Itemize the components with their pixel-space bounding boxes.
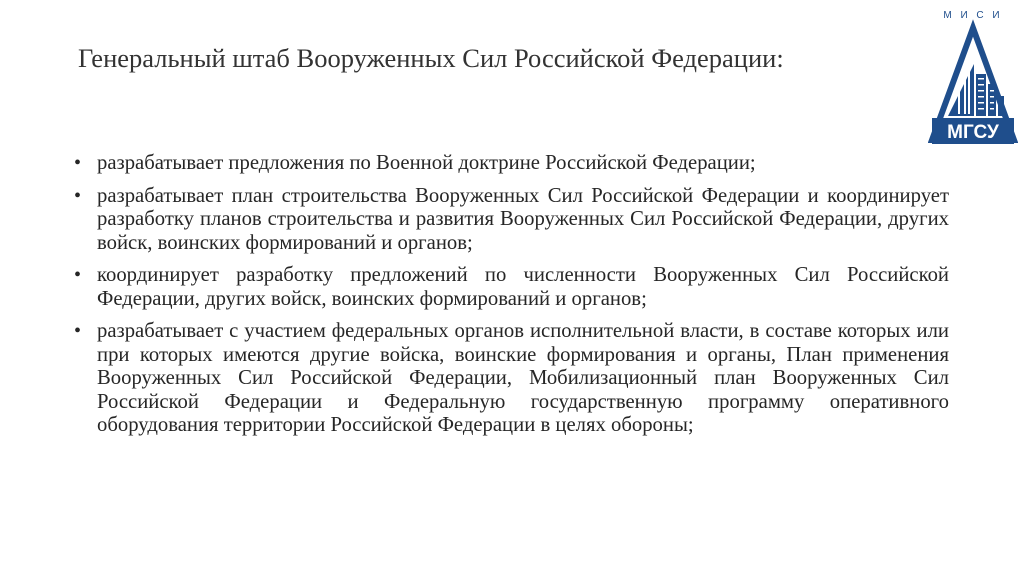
logo-bottom-text: МГСУ xyxy=(947,122,999,143)
bullet-item xyxy=(74,185,949,256)
bullet-text: разрабатывает с участием федеральных органов исполнительной власти, в составе которых или при которых имеются другие войска, воинские формирования и органы, План применения Вооруженных Сил Российской Федерации, Мобилизационный план Вооруженных Сил Российской Федерации и Федеральную государственную программу оперативного оборудования территории Российской Федерации в целях обороны; xyxy=(97,320,949,436)
bullet-text: разрабатывает план строительства Вооруженных Сил Российской Федерации и координирует разработку планов строительства и развития Вооруженных Сил Российской Федерации, других войск, воинских формирований и органов; xyxy=(97,184,949,254)
bullet-icon: • xyxy=(74,152,82,174)
slide-title: Генеральный штаб Вооруженных Сил Российской Федерации: xyxy=(78,43,784,73)
bullet-text: разрабатывает предложения по Военной доктрине Российской Федерации; xyxy=(97,152,756,174)
bullet-item xyxy=(74,264,949,311)
bullet-text: координирует разработку предложений по численности Вооруженных Сил Российской Федерации, других войск, воинских формирований и органов; xyxy=(97,264,949,310)
mgsu-logo xyxy=(928,4,1018,148)
bullet-item xyxy=(74,320,949,438)
bullet-icon: • xyxy=(74,184,82,207)
bullet-icon: • xyxy=(74,320,82,342)
bullet-icon: • xyxy=(74,264,82,286)
bullet-item xyxy=(74,152,949,176)
bullet-list xyxy=(74,152,949,447)
logo-top-text: М И С И xyxy=(943,10,1003,21)
